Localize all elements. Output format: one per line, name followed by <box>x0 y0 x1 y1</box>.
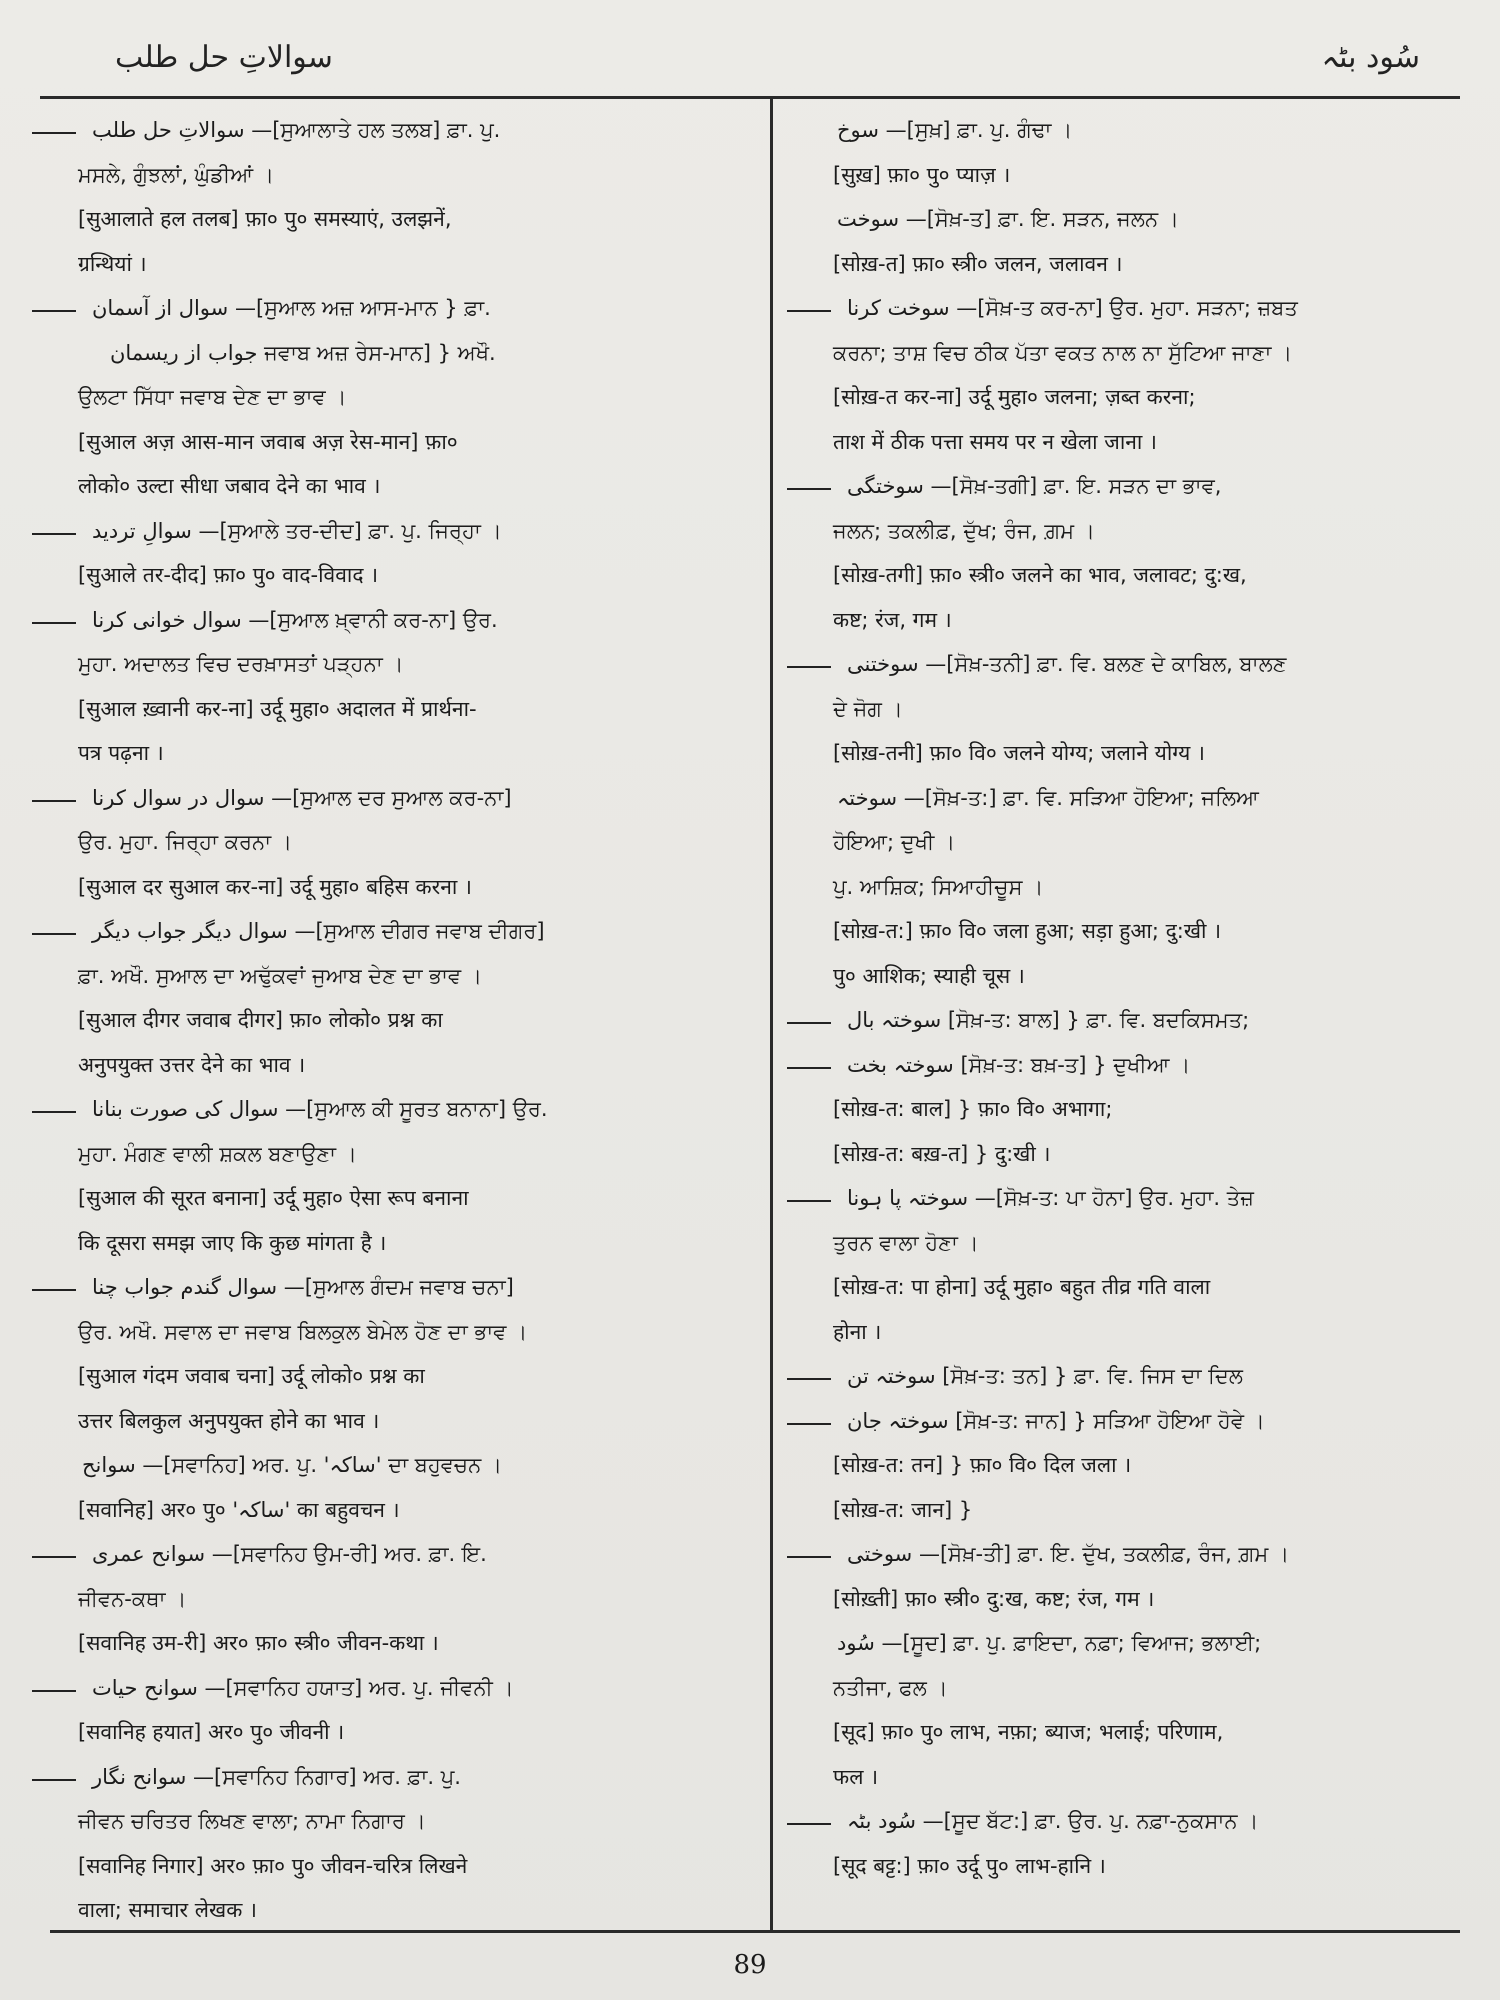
entry-line: [सोख़-त] फ़ा० स्त्री० जलन, जलावन । <box>833 251 1123 276</box>
entry-line: [सवानिह] अर० पु० 'ساکہ' का बहुवचन । <box>78 1497 400 1522</box>
entry-line: [सुआल की सूरत बनाना] उर्दू मुहा० ऐसा रूप बनाना <box>78 1186 469 1210</box>
entry-line: ਪੁ. ਆਸ਼ਿਕ; ਸਿਆਹੀਚੂਸ । <box>833 874 1044 899</box>
entry-line: سوالِ تردید —[ਸੁਆਲੇ ਤਰ-ਦੀਦ] ਫ਼ਾ. ਪੁ. ਜਿਰ੍ਹਾ । <box>30 509 742 554</box>
entry-line: سُود —[ਸੂਦ] ਫ਼ਾ. ਪੁ. ਫ਼ਾਇਦਾ, ਨਫ਼ਾ; ਵਿਆਜ; ਭਲਾਈ; <box>837 1631 1262 1655</box>
entry-line: फल । <box>833 1764 879 1789</box>
entry-line: سوختگی —[ਸੋਖ਼-ਤਗੀ] ਫ਼ਾ. ਇ. ਸੜਨ ਦਾ ਭਾਵ, <box>785 464 1475 509</box>
entry-line: ਦੇ ਜੋਗ । <box>833 696 903 721</box>
entry-line: [सोख़-त:] फ़ा० वि० जला हुआ; सड़ा हुआ; दु:खी । <box>833 919 1222 943</box>
running-header-left: سوالاتِ حل طلب <box>115 40 333 75</box>
entry-line: سوختہ پا ہونا —[ਸੋਖ਼-ਤ: ਪਾ ਹੋਨਾ] ਉਰ. ਮੁਹਾ. ਤੇਜ਼ <box>785 1176 1475 1221</box>
entry-line: [सुआल अज़ आस-मान जवाब अज़ रेस-मान] फ़ा० <box>78 429 458 454</box>
entry-line: [सवानिह हयात] अर० पु० जीवनी । <box>78 1720 345 1744</box>
entry-line: ਫ਼ਾ. ਅਖੌ. ਸੁਆਲ ਦਾ ਅਢੁੱਕਵਾਂ ਜੁਆਬ ਦੇਣ ਦਾ ਭਾਵ । <box>78 963 483 988</box>
entry-line: होना । <box>833 1319 882 1344</box>
entry-line: ਮੁਹਾ. ਮੰਗਣ ਵਾਲੀ ਸ਼ਕਲ ਬਣਾਉਣਾ । <box>78 1141 357 1166</box>
right-column <box>785 108 1475 1888</box>
entry-line: ग्रन्थियां । <box>78 251 147 276</box>
entry-line: سُود بٹہ —[ਸੂਦ ਬੱਟ:] ਫ਼ਾ. ਉਰ. ਪੁ. ਨਫ਼ਾ-ਨੁਕਸਾਨ । <box>785 1799 1475 1844</box>
entry-line: سوال از آسمان —[ਸੁਆਲ ਅਜ਼ ਆਸ-ਮਾਨ } ਫ਼ਾ. <box>30 286 742 331</box>
entry-line: سوال خوانی کرنا —[ਸੁਆਲ ਖ਼੍ਵਾਨੀ ਕਰ-ਨਾ] ਉਰ. <box>30 598 742 643</box>
entry-line: वाला; समाचार लेखक । <box>78 1898 257 1922</box>
entry-line: अनुपयुक्त उत्तर देने का भाव । <box>78 1052 306 1077</box>
entry-line: [सुख़] फ़ा० पु० प्याज़ । <box>833 162 1011 187</box>
entry-line: [सुआलाते हल तलब] फ़ा० पु० समस्याएं, उलझनें, <box>78 207 452 231</box>
entry-line: سوانح نگار —[ਸਵਾਨਿਹ ਨਿਗਾਰ] ਅਰ. ਫ਼ਾ. ਪੁ. <box>30 1755 742 1800</box>
entry-line: سوختہ بخت [ਸੋਖ਼-ਤ: ਬਖ਼-ਤ] } ਦੁਖੀਆ । <box>785 1043 1475 1088</box>
entry-line: उत्तर बिलकुल अनुपयुक्त होने का भाव । <box>78 1408 380 1433</box>
entry-line: [सवानिह उम-री] अर० फ़ा० स्त्री० जीवन-कथा । <box>78 1631 439 1655</box>
page-number: 89 <box>733 1950 767 1980</box>
running-header-right: سُود بٹہ <box>1321 40 1420 75</box>
entry-line: سوختہ بال [ਸੋਖ਼-ਤ: ਬਾਲ] } ਫ਼ਾ. ਵਿ. ਬਦਕਿਸਮਤ; <box>785 998 1475 1043</box>
column-divider <box>770 98 773 1933</box>
entry-line: [सुआल गंदम जवाब चना] उर्दू लोको० प्रश्न का <box>78 1364 425 1388</box>
entry-line: [सोख़-त: जान] } <box>833 1497 973 1522</box>
entry-line: سوختہ —[ਸੋਖ਼-ਤ:] ਫ਼ਾ. ਵਿ. ਸੜਿਆ ਹੋਇਆ; ਜਲਿਆ <box>837 785 1259 810</box>
entry-line: ताश में ठीक पत्ता समय पर न खेला जाना । <box>833 429 1158 454</box>
entry-line: ਕਰਨਾ; ਤਾਸ਼ ਵਿਚ ਠੀਕ ਪੱਤਾ ਵਕਤ ਨਾਲ ਨਾ ਸੁੱਟਿਆ ਜਾਣਾ । <box>833 340 1293 365</box>
entry-line: سوانح عمری —[ਸਵਾਨਿਹ ਉਮ-ਰੀ] ਅਰ. ਫ਼ਾ. ਇ. <box>30 1532 742 1577</box>
entry-line: سوختہ تن [ਸੋਖ਼-ਤ: ਤਨ] } ਫ਼ਾ. ਵਿ. ਜਿਸ ਦਾ ਦਿਲ <box>785 1354 1475 1399</box>
left-column <box>30 108 742 1933</box>
entry-line: [सवानिह निगार] अर० फ़ा० पु० जीवन-चरित्र लिखने <box>78 1853 468 1878</box>
top-rule <box>40 96 1460 99</box>
entry-line: ਨਤੀਜਾ, ਫਲ । <box>833 1675 948 1700</box>
entry-line: ਉਲਟਾ ਸਿੱਧਾ ਜਵਾਬ ਦੇਣ ਦਾ ਭਾਵ । <box>78 385 347 409</box>
entry-line: سوال گندم جواب چنا —[ਸੁਆਲ ਗੰਦਮ ਜਵਾਬ ਚਨਾ] <box>30 1265 742 1310</box>
entry-line: سوختی —[ਸੋਖ਼-ਤੀ] ਫ਼ਾ. ਇ. ਦੁੱਖ, ਤਕਲੀਫ਼, ਰੰਜ, ਗ਼ਮ । <box>785 1532 1475 1577</box>
entry-line: कष्ट; रंज, गम । <box>833 607 952 632</box>
entry-line: पु० आशिक; स्याही चूस । <box>833 963 1025 988</box>
entry-line: سوال دیگر جواب دیگر —[ਸੁਆਲ ਦੀਗਰ ਜਵਾਬ ਦੀਗਰ] <box>30 909 742 954</box>
entry-line: سوختنی —[ਸੋਖ਼-ਤਨੀ] ਫ਼ਾ. ਵਿ. ਬਲਣ ਦੇ ਕਾਬਿਲ, ਬਾਲਣ <box>785 642 1475 687</box>
entry-line: [सुआल दर सुआल कर-ना] उर्दू मुहा० बहिस करना । <box>78 874 472 899</box>
entry-line: ਮਸਲੇ, ਗੁੰਝਲਾਂ, ਘੁੰਡੀਆਂ । <box>78 162 274 187</box>
entry-line: [सोख़-त: तन] } फ़ा० वि० दिल जला । <box>833 1453 1132 1477</box>
entry-line: [सूद] फ़ा० पु० लाभ, नफ़ा; ब्याज; भलाई; परिणाम, <box>833 1720 1224 1744</box>
entry-line: [सूद बट्ट:] फ़ा० उर्दू पु० लाभ-हानि । <box>833 1853 1106 1878</box>
entry-line: [सोख़-त कर-ना] उर्दू मुहा० जलना; ज़ब्त करना; <box>833 385 1196 409</box>
entry-line: سوخت کرنا —[ਸੋਖ਼-ਤ ਕਰ-ਨਾ] ਉਰ. ਮੁਹਾ. ਸੜਨਾ; ਜ਼ਬਤ <box>785 286 1475 331</box>
entry-line: ਉਰ. ਮੁਹਾ. ਜਿਰ੍ਹਾ ਕਰਨਾ । <box>78 830 292 854</box>
entry-line: [सोख़-तगी] फ़ा० स्त्री० जलने का भाव, जलावट; दु:ख, <box>833 563 1247 587</box>
entry-line: ਜਲਨ; ਤਕਲੀਫ਼, ਦੁੱਖ; ਰੰਜ, ਗ਼ਮ । <box>833 518 1095 543</box>
entry-line: سوختہ جان [ਸੋਖ਼-ਤ: ਜਾਨ] } ਸੜਿਆ ਹੋਇਆ ਹੋਵੇ । <box>785 1399 1475 1444</box>
entry-line: ਉਰ. ਅਖੌ. ਸਵਾਲ ਦਾ ਜਵਾਬ ਬਿਲਕੁਲ ਬੇਮੇਲ ਹੋਣ ਦਾ ਭਾਵ । <box>78 1319 528 1344</box>
entry-line: ਜੀਵਨ ਚਰਿਤਰ ਲਿਖਣ ਵਾਲਾ; ਨਾਮਾ ਨਿਗਾਰ । <box>78 1809 426 1833</box>
entry-line: ਜੀਵਨ-ਕਥਾ । <box>78 1586 187 1611</box>
entry-line: سوخ —[ਸੁਖ਼] ਫ਼ਾ. ਪੁ. ਗੰਢਾ । <box>837 118 1073 142</box>
entry-line: [सोख़-त: बाल] } फ़ा० वि० अभागा; <box>833 1097 1113 1121</box>
entry-line: سوال در سوال کرنا —[ਸੁਆਲ ਦਰ ਸੁਆਲ ਕਰ-ਨਾ] <box>30 776 742 821</box>
entry-line: ਮੁਹਾ. ਅਦਾਲਤ ਵਿਚ ਦਰਖ਼ਾਸਤਾਂ ਪੜ੍ਹਨਾ । <box>78 652 404 676</box>
entry-line: [सुआल दीगर जवाब दीगर] फ़ा० लोको० प्रश्न का <box>78 1008 443 1032</box>
entry-line: पत्र पढ़ना । <box>78 741 164 765</box>
entry-line: लोको० उल्टा सीधा जबाव देने का भाव । <box>78 474 381 498</box>
entry-line: سوال کی صورت بنانا —[ਸੁਆਲ ਕੀ ਸੂਰਤ ਬਨਾਨਾ] ਉਰ. <box>30 1087 742 1132</box>
entry-line: [सोख़-त: पा होना] उर्दू मुहा० बहुत तीव्र गति वाला <box>833 1275 1211 1299</box>
entry-line: سوانح حیات —[ਸਵਾਨਿਹ ਹਯਾਤ] ਅਰ. ਪੁ. ਜੀਵਨੀ । <box>30 1666 742 1711</box>
entry-line: [सुआले तर-दीद] फ़ा० पु० वाद-विवाद । <box>78 563 379 587</box>
entry-line: [सोख़्ती] फ़ा० स्त्री० दु:ख, कष्ट; रंज, गम । <box>833 1586 1155 1611</box>
entry-line: [सोख़-त: बख़-त] } दु:खी । <box>833 1141 1051 1166</box>
entry-line: جواب از ریسمان ਜਵਾਬ ਅਜ਼ ਰੇਸ-ਮਾਨ] } ਅਖੌ. <box>110 340 496 365</box>
entry-line: سوالاتِ حل طلب —[ਸੁਆਲਾਤੇ ਹਲ ਤਲਬ] ਫ਼ਾ. ਪੁ. <box>30 108 742 153</box>
entry-line: ਹੋਇਆ; ਦੁਖੀ । <box>833 830 956 854</box>
entry-line: ਤੁਰਨ ਵਾਲਾ ਹੋਣਾ । <box>833 1230 979 1255</box>
bottom-rule <box>50 1930 1460 1933</box>
entry-line: سوانح —[ਸਵਾਨਿਹ] ਅਰ. ਪੁ. 'ساکہ' ਦਾ ਬਹੁਵਚਨ । <box>82 1453 503 1477</box>
entry-line: कि दूसरा समझ जाए कि कुछ मांगता है । <box>78 1230 387 1255</box>
entry-line: [सुआल ख़्वानी कर-ना] उर्दू मुहा० अदालत में प्रार्थना- <box>78 696 477 721</box>
entry-line: سوخت —[ਸੋਖ਼-ਤ] ਫ਼ਾ. ਇ. ਸੜਨ, ਜਲਨ । <box>837 207 1179 231</box>
entry-line: [सोख़-तनी] फ़ा० वि० जलने योग्य; जलाने योग्य । <box>833 741 1205 765</box>
